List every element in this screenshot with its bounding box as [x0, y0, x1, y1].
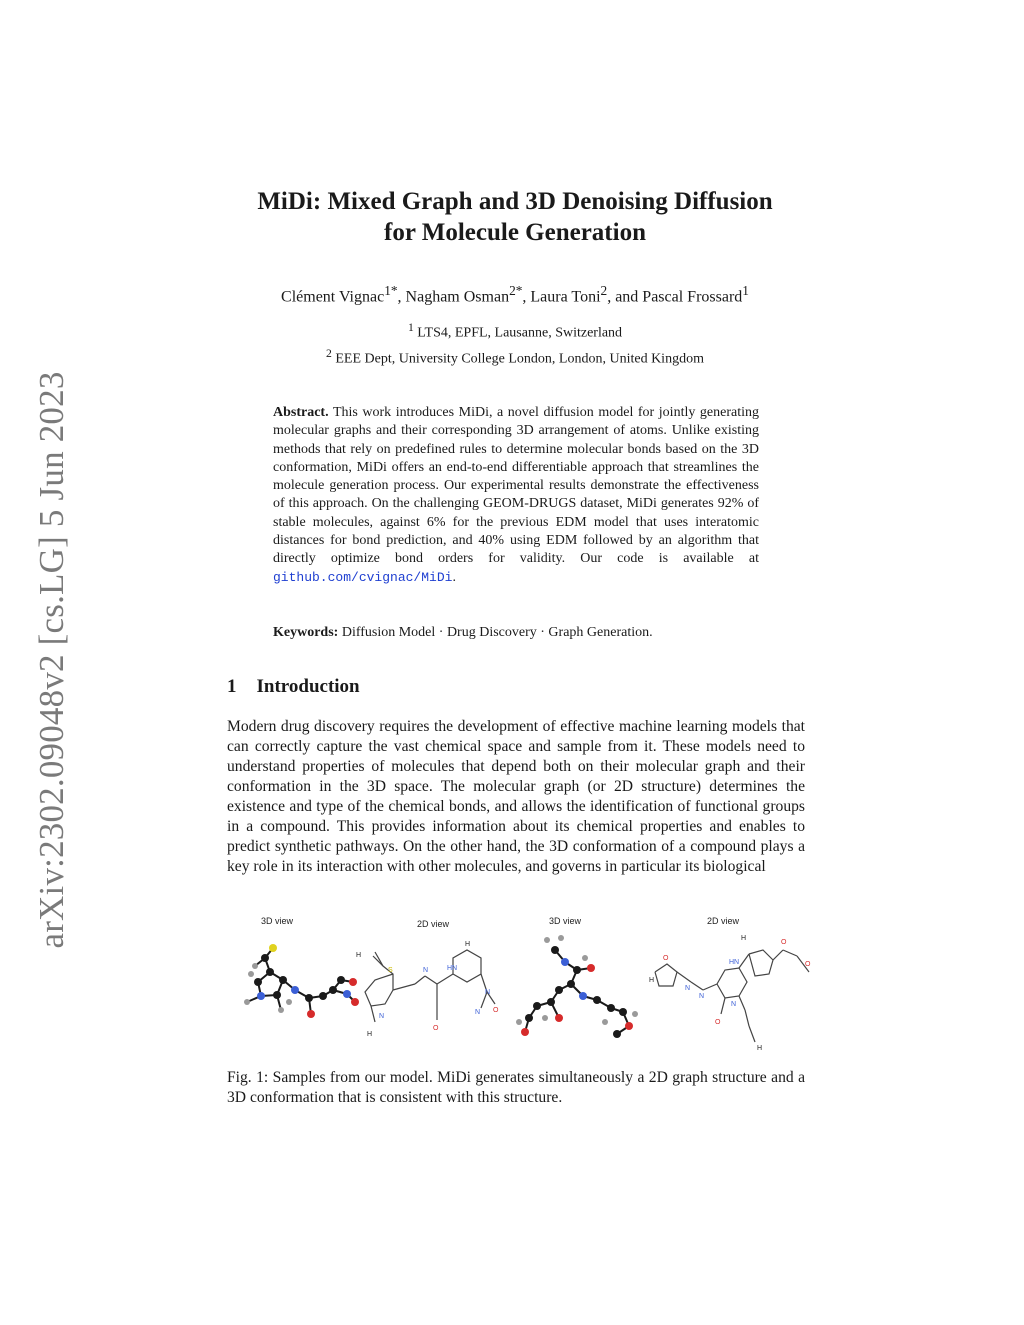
- affiliation-text: EEE Dept, University College London, London, United Kingdom: [335, 351, 704, 367]
- section-heading: [227, 676, 360, 698]
- abstract-text: This work introduces MiDi, a novel diffusion model for jointly generating molecular graphs and their corresponding 3D arrangement of atoms. Unlike existing methods that rely on predefined rules to determine molecular bonds based on the 3D conformation, MiDi offers an end-to-end differentiable approach that streamlines the molecule generation process. Our experimental results demonstrate the effectiveness of this approach. On the challenging GEOM-DRUGS dataset, MiDi generates 92% of stable molecules, against 6% for the previous EDM model that uses interatomic distances for bond prediction, and 40% using EDM followed by an algorithm that directly optimize bond orders for validity. Our code is available at: [273, 405, 759, 567]
- atom-letter-h: H: [465, 941, 471, 948]
- affil-mark: 2: [326, 346, 332, 360]
- atom-letter-h: H: [367, 1031, 373, 1038]
- caption-label: Fig. 1:: [227, 1069, 269, 1086]
- abstract-end: .: [452, 569, 456, 585]
- panel-label-3d-view: 3D view: [261, 916, 294, 926]
- author-affil-mark: 2*: [509, 283, 523, 298]
- author-name: Nagham Osman: [405, 288, 510, 306]
- code-link[interactable]: github.com/cvignac/MiDi: [273, 569, 453, 585]
- figure-caption: [227, 1068, 805, 1108]
- intro-paragraph: Modern drug discovery requires the development of effective machine learning models that can correctly capture the vast chemical space and sample from it. These models need to understand properties of molecules that depend both on their molecular graph and their conformation in the 3D space. The molecular graph (or 2D structure) determines the existence and type of the chemical bonds, and allows the identification of functional groups in a compound. This provides information about its chemical properties and enables to predict synthetic pathways. On the other hand, the 3D conformation of a compound plays a key role in its interaction with other molecules, and governs in particular its biological: [227, 718, 805, 875]
- keywords-text: Diffusion Model · Drug Discovery · Graph Generation.: [341, 625, 653, 640]
- author-name: Clément Vignac: [281, 288, 385, 306]
- atom-letter-n: N: [475, 1009, 481, 1016]
- panel-label-2d-view: 2D view: [417, 919, 450, 929]
- atom-letter-hn: HN: [729, 959, 740, 966]
- atom-letter-hn: HN: [447, 965, 458, 972]
- atom-letter-o: O: [663, 955, 669, 962]
- atom-letter-h: H: [356, 952, 362, 959]
- author-affil-mark: 2: [600, 283, 608, 298]
- author-list: Clément Vignac$^{1*}$, Nagham Osman$^{2*}$, Laura Toni$^2$, and Pascal Frossard$^1$: [281, 283, 749, 306]
- section-title-text: Introduction: [256, 676, 360, 697]
- panel-label-3d-view: 3D view: [549, 916, 582, 926]
- atom-letter-n: N: [731, 1001, 737, 1008]
- atom-letter-h: H: [741, 935, 747, 942]
- atom-letter-n: N: [379, 1013, 385, 1020]
- paper-title: [200, 186, 830, 248]
- atom-letter-n: N: [699, 993, 705, 1000]
- arxiv-identifier: arXiv:2302.09048v2 [cs.LG] 5 Jun 2023: [32, 371, 71, 949]
- affil-mark: 1: [407, 321, 414, 334]
- atom-letter-n: N: [685, 985, 691, 992]
- caption-text: Samples from our model. MiDi generates simultaneously a 2D graph structure and a 3D conformation that is consistent with this structure.: [227, 1069, 805, 1106]
- abstract: [273, 404, 759, 587]
- atom-letter-h: H: [757, 1045, 763, 1052]
- title-line-1: MiDi: Mixed Graph and 3D Denoising Diffusion: [257, 188, 773, 215]
- atom-letter-n: N: [423, 967, 429, 974]
- atom-letter-o: O: [781, 939, 787, 946]
- affiliations: [200, 318, 830, 369]
- section-number: 1: [227, 676, 237, 697]
- atom-letter-h: H: [649, 977, 655, 984]
- atom-letter-o: O: [493, 1007, 499, 1014]
- atom-letters-2d-2: [649, 935, 811, 1052]
- molecule-drawings: [225, 910, 837, 1058]
- abstract-label: Abstract.: [273, 405, 329, 420]
- author-name: Laura Toni: [530, 288, 601, 306]
- figure-molecules: [225, 910, 837, 1058]
- author-affil-mark: 1*: [384, 283, 398, 298]
- affiliation-1: [200, 318, 830, 344]
- affiliation-2: [200, 344, 830, 370]
- keywords: [273, 625, 759, 641]
- atom-letter-s: S: [388, 967, 393, 974]
- author-name: Pascal Frossard: [642, 288, 743, 306]
- atom-letter-o: O: [433, 1025, 439, 1032]
- keywords-label: Keywords:: [273, 625, 339, 640]
- affiliation-text: LTS4, EPFL, Lausanne, Switzerland: [417, 325, 623, 341]
- title-line-2: for Molecule Generation: [384, 219, 646, 246]
- atom-letter-n: N: [485, 989, 491, 996]
- author-affil-mark: 1: [742, 283, 749, 298]
- atom-letter-o: O: [805, 961, 811, 968]
- atom-letter-o: O: [715, 1019, 721, 1026]
- panel-label-2d-view: 2D view: [707, 916, 740, 926]
- atoms-3d-2: [516, 935, 638, 1038]
- molecule-3d-2: [525, 950, 629, 1034]
- atoms-3d-1: [244, 944, 362, 1018]
